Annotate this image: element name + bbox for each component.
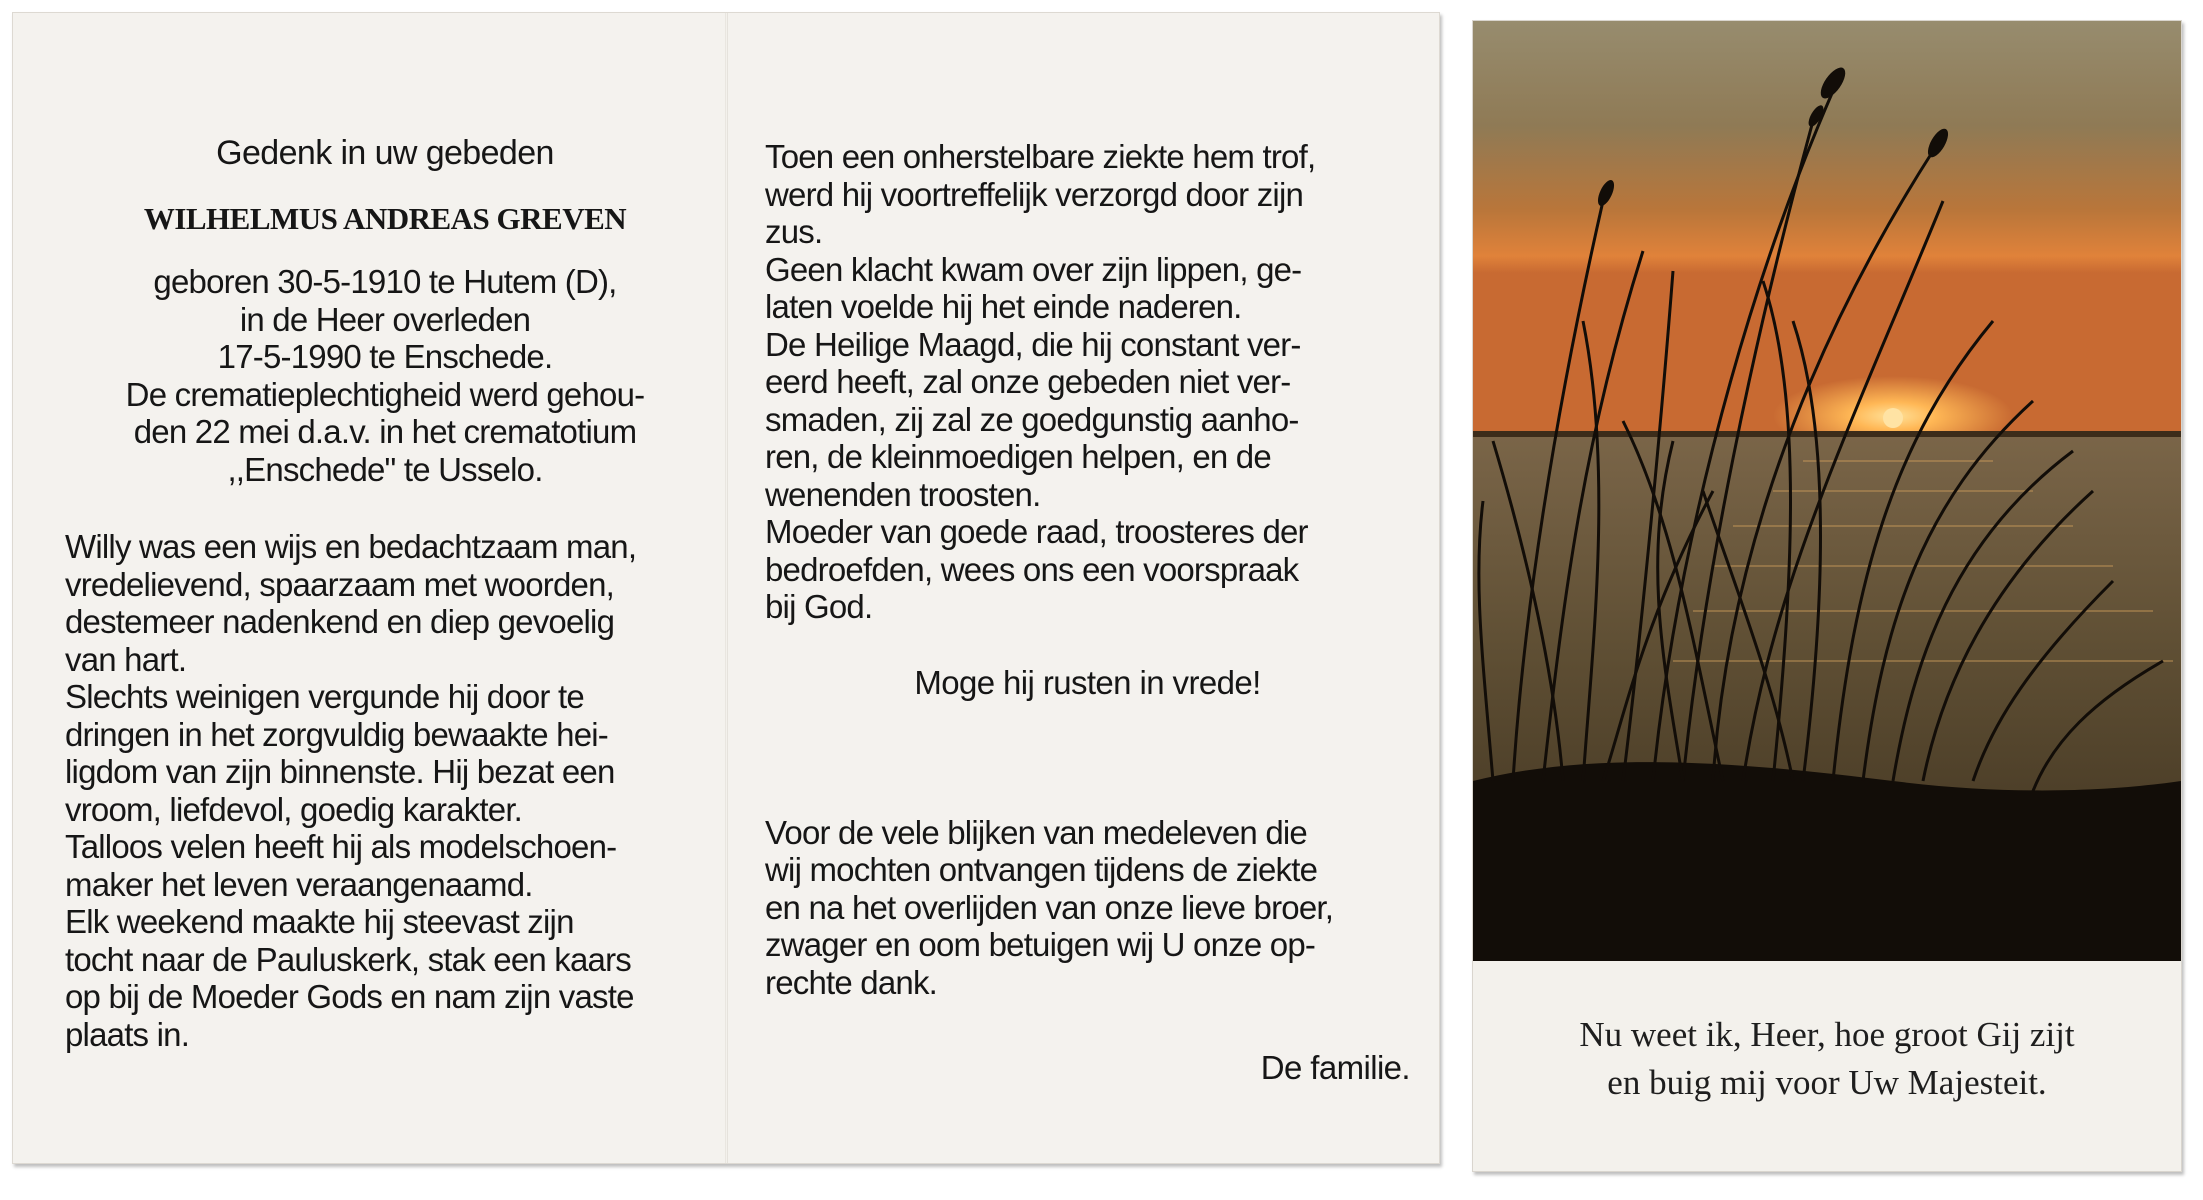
info-line: De crematieplechtigheid werd gehou-: [125, 375, 645, 413]
text-line: bij God.: [765, 588, 873, 625]
info-line: 17-5-1990 te Enschede.: [217, 338, 553, 375]
prayer-heading: Gedenk in uw gebeden: [216, 134, 554, 172]
card-fold: [725, 13, 728, 1163]
memorial-card: [12, 12, 1440, 1164]
thanks-text: [765, 814, 1410, 1002]
text-line: Toen een onherstelbare ziekte hem trof,: [765, 138, 1316, 175]
bio-line: vroom, liefdevol, goedig karakter.: [65, 790, 523, 828]
bio-line: maker het leven veraangenaamd.: [65, 865, 533, 903]
info-line: ,,Enschede" te Usselo.: [227, 450, 543, 488]
thanks-line: zwager en oom betuigen wij U onze op-: [765, 926, 1316, 963]
caption-line: en buig mij voor Uw Majesteit.: [1607, 1063, 2047, 1102]
text-line: De Heilige Maagd, die hij constant ver-: [765, 325, 1301, 363]
bio-line: tocht naar de Pauluskerk, stak een kaars: [65, 940, 631, 978]
thanks-line: Voor de vele blijken van medeleven die: [765, 813, 1307, 851]
thanks-line: en na het overlijden van onze lieve broer,: [765, 888, 1334, 926]
text-line: Geen klacht kwam over zijn lippen, ge-: [765, 250, 1302, 288]
bio-line: vredelievend, spaarzaam met woorden,: [65, 565, 615, 603]
bio-line: Slechts weinigen vergunde hij door te: [65, 678, 584, 715]
birth-death-info: [65, 263, 705, 488]
info-line: in de Heer overleden: [239, 300, 531, 338]
photo-card: [1472, 20, 2182, 1172]
thanks-line: rechte dank.: [765, 963, 938, 1001]
sunset-reeds-photo: [1473, 21, 2181, 961]
text-line: bedroefden, wees ons een voorspraak: [765, 550, 1299, 588]
bio-line: Elk weekend maakte hij steevast zijn: [65, 903, 574, 940]
bio-line: dringen in het zorgvuldig bewaakte hei-: [65, 715, 608, 753]
text-line: werd hij voortreffelijk verzorgd door zijn: [765, 175, 1304, 213]
biography-text: [65, 528, 705, 1053]
bio-line: op bij de Moeder Gods en nam zijn vaste: [65, 978, 634, 1015]
caption-line: Nu weet ik, Heer, hoe groot Gij zijt: [1579, 1015, 2075, 1054]
bio-line: plaats in.: [65, 1015, 190, 1053]
bio-line: ligdom van zijn binnenste. Hij bezat een: [65, 753, 615, 790]
card-right-panel: [765, 138, 1410, 1087]
bio-line: van hart.: [65, 640, 187, 678]
rest-in-peace-motto: Moge hij rusten in vrede!: [914, 663, 1261, 701]
bio-line: Willy was een wijs en bedachtzaam man,: [65, 528, 637, 565]
illness-text: [765, 138, 1410, 626]
text-line: laten voelde hij het einde naderen.: [765, 288, 1242, 325]
text-line: zus.: [765, 213, 823, 250]
bio-line: destemeer nadenkend en diep gevoelig: [65, 603, 615, 640]
info-line: den 22 mei d.a.v. in het crematotium: [133, 413, 637, 450]
card-left-panel: [65, 133, 705, 1053]
info-line: geboren 30-5-1910 te Hutem (D),: [153, 263, 617, 300]
text-line: Moeder van goede raad, troosteres der: [765, 513, 1308, 550]
thanks-line: wij mochten ontvangen tijdens de ziekte: [765, 851, 1318, 888]
bio-line: Talloos velen heeft hij als modelschoen-: [65, 828, 617, 865]
text-line: smaden, zij zal ze goedgunstig aanho-: [765, 400, 1299, 438]
deceased-name: WILHELMUS ANDREAS GREVEN: [143, 201, 627, 236]
text-line: ren, de kleinmoedigen helpen, en de: [765, 438, 1271, 475]
text-line: wenenden troosten.: [765, 475, 1041, 513]
family-signature: De familie.: [1260, 1049, 1410, 1086]
photo-caption: [1473, 1011, 2181, 1107]
text-line: eerd heeft, zal onze gebeden niet ver-: [765, 363, 1291, 400]
